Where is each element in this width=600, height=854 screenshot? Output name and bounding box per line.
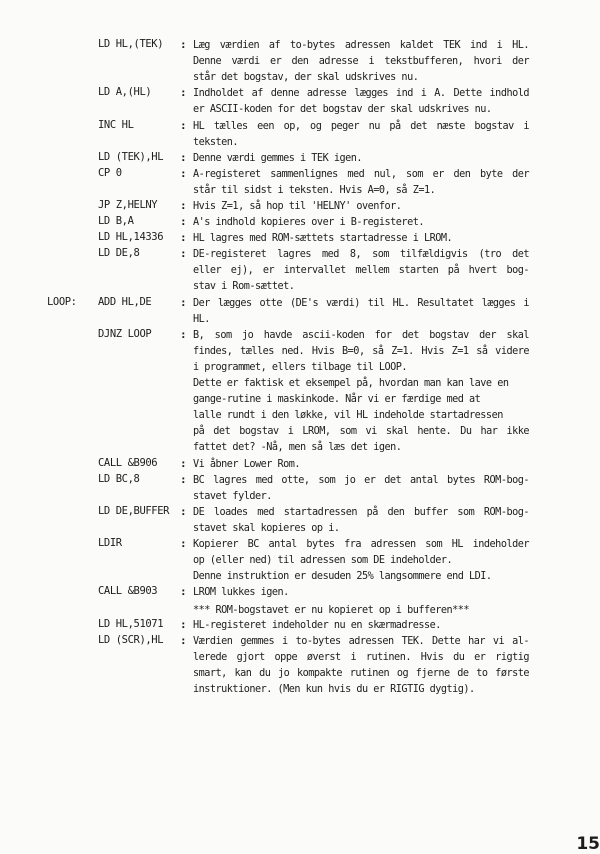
comment-colon: :: [180, 247, 187, 261]
comment: [193, 38, 529, 86]
comment-colon: :: [180, 585, 187, 599]
comment-colon: :: [180, 633, 187, 647]
comment: [193, 634, 529, 698]
comment-line: Denne værdi er den adresse i tekstbufferen, hvori der: [193, 56, 529, 68]
comment-line: Denne værdi gemmes i TEK igen.: [193, 152, 363, 164]
comment-line: stavet skal kopieres op i.: [193, 522, 340, 534]
instruction: LD DE,8: [98, 247, 140, 260]
instruction: LD HL,51071: [98, 617, 164, 630]
comment-line: gange-rutine i maskinkode. Når vi er færdige med at: [193, 394, 481, 406]
comment-line: stavet fylder.: [193, 490, 272, 502]
comment-colon: :: [180, 199, 187, 212]
comment-colon: :: [180, 456, 187, 470]
instruction: CALL &B903: [98, 585, 158, 598]
comment-line: Læg værdien af to-bytes adressen kaldet TEK ind i HL.: [193, 40, 529, 51]
comment-line: B, som jo havde ascii-koden for det bogstav der skal: [193, 329, 529, 341]
instruction: JP Z,HELNY: [98, 199, 158, 211]
instruction: LD HL,14336: [98, 231, 164, 244]
comment-colon: :: [180, 295, 187, 309]
comment-colon: :: [180, 537, 187, 551]
instruction: CP 0: [98, 166, 122, 179]
instruction: LD BC,8: [98, 472, 140, 485]
instruction: LD HL,(TEK): [98, 38, 164, 50]
instruction: CALL &B906: [98, 456, 158, 469]
comment: [193, 296, 529, 328]
comment-line: op (eller ned) til adressen som DE indeholder.: [193, 555, 453, 567]
comment-line: i programmet, ellers tilbage til LOOP.: [193, 361, 408, 373]
comment-line: LROM lukkes igen.: [193, 587, 289, 599]
comment-line: Der lægges otte (DE's værdi) til HL. Resultatet lægges i: [193, 297, 529, 309]
comment-line: står til sidst i teksten. Hvis A=0, så Z=1.: [193, 184, 436, 196]
comment-colon: :: [180, 150, 187, 164]
comment-line: er ASCII-koden for det bogstav der skal udskrives nu.: [193, 104, 492, 116]
comment-line: HL lagres med ROM-sættets startadresse i LROM.: [193, 233, 453, 245]
comment-line: på det bogstav i LROM, som vi skal hente. Du har ikke: [193, 426, 529, 438]
comment-line: DE-registeret lagres med 8, som tilfældigvis (tro det: [193, 249, 529, 261]
comment: [193, 199, 529, 215]
comment-line: HL.: [193, 313, 210, 325]
comment-line: lerede gjort oppe øverst i rutinen. Hvis du er rigtig: [193, 651, 529, 663]
comment-line: står det bogstav, der skal udskrives nu.: [193, 72, 419, 84]
comment: [193, 457, 529, 473]
comment: [193, 505, 529, 537]
instruction: LD B,A: [98, 215, 134, 228]
comment: [193, 618, 529, 634]
comment-colon: :: [180, 327, 187, 341]
comment-line: Kopierer BC antal bytes fra adressen som HL indeholder: [193, 539, 529, 551]
instruction: LD DE,BUFFER: [98, 504, 170, 517]
comment-line: fattet det? -Nå, men så læs det igen.: [193, 442, 402, 454]
instruction: LD A,(HL): [98, 86, 152, 99]
comment-line: eller ej), er intervallet mellem starten på hvert bog-: [193, 265, 529, 277]
comment: [193, 473, 529, 505]
separator-note: *** ROM-bogstavet er nu kopieret op i bufferen***: [193, 604, 470, 616]
comment-colon: :: [180, 166, 187, 180]
comment-line: Værdien gemmes i to-bytes adressen TEK. Dette har vi al-: [193, 635, 529, 647]
instruction: ADD HL,DE: [98, 295, 152, 308]
comment-colon: :: [180, 38, 187, 51]
comment-line: A's indhold kopieres over i B-registeret.: [193, 217, 424, 229]
comment-line: A-registeret sammenlignes med nul, som er den byte der: [193, 168, 529, 180]
comment-line: findes, tælles ned. Hvis B=0, så Z=1. Hvis Z=1 så videre: [193, 345, 529, 357]
comment-colon: :: [180, 118, 187, 132]
instruction: LDIR: [98, 537, 122, 550]
comment-line: BC lagres med otte, som jo er det antal bytes ROM-bog-: [193, 474, 529, 486]
comment-colon: :: [180, 215, 187, 229]
instruction: LD (SCR),HL: [98, 633, 164, 646]
comment-colon: :: [180, 504, 187, 518]
comment-line: Denne instruktion er desuden 25% langsommere end LDI.: [193, 571, 492, 583]
comment: [193, 151, 529, 167]
comment: [193, 86, 529, 118]
comment: [193, 247, 529, 295]
instruction: LD (TEK),HL: [98, 150, 164, 163]
instruction: INC HL: [98, 118, 134, 131]
comment-colon: :: [180, 86, 187, 100]
comment-line: instruktioner. (Men kun hvis du er RIGTIG dygtig).: [193, 683, 475, 695]
comment: [193, 328, 529, 457]
comment: [193, 215, 529, 231]
comment: [193, 585, 529, 601]
comment-line: HL tælles een op, og peger nu på det næste bogstav i: [193, 120, 529, 132]
page-number: 15: [576, 834, 600, 854]
comment-colon: :: [180, 617, 187, 631]
comment-line: smart, kan du jo kompakte rutinen og fjerne de to første: [193, 667, 529, 679]
comment-colon: :: [180, 472, 187, 486]
comment-line: lalle rundt i den løkke, vil HL indeholde startadressen: [193, 410, 503, 422]
comment-colon: :: [180, 231, 187, 245]
instruction: DJNZ LOOP: [98, 327, 152, 340]
comment: [193, 167, 529, 199]
comment-line: stav i Rom-sættet.: [193, 281, 295, 293]
comment-line: Hvis Z=1, så hop til 'HELNY' ovenfor.: [193, 201, 402, 212]
comment: [193, 537, 529, 585]
comment-line: Dette er faktisk et eksempel på, hvordan man kan lave en: [193, 378, 509, 390]
comment: [193, 119, 529, 151]
comment-line: HL-registeret indeholder nu en skærmadresse.: [193, 619, 441, 631]
code-label: LOOP:: [47, 295, 77, 308]
comment-line: DE loades med startadressen på den buffer som ROM-bog-: [193, 506, 529, 518]
comment: [193, 231, 529, 247]
comment-line: Indholdet af denne adresse lægges ind i A. Dette indhold: [193, 88, 529, 100]
comment-line: teksten.: [193, 136, 239, 148]
comment-line: Vi åbner Lower Rom.: [193, 458, 301, 470]
